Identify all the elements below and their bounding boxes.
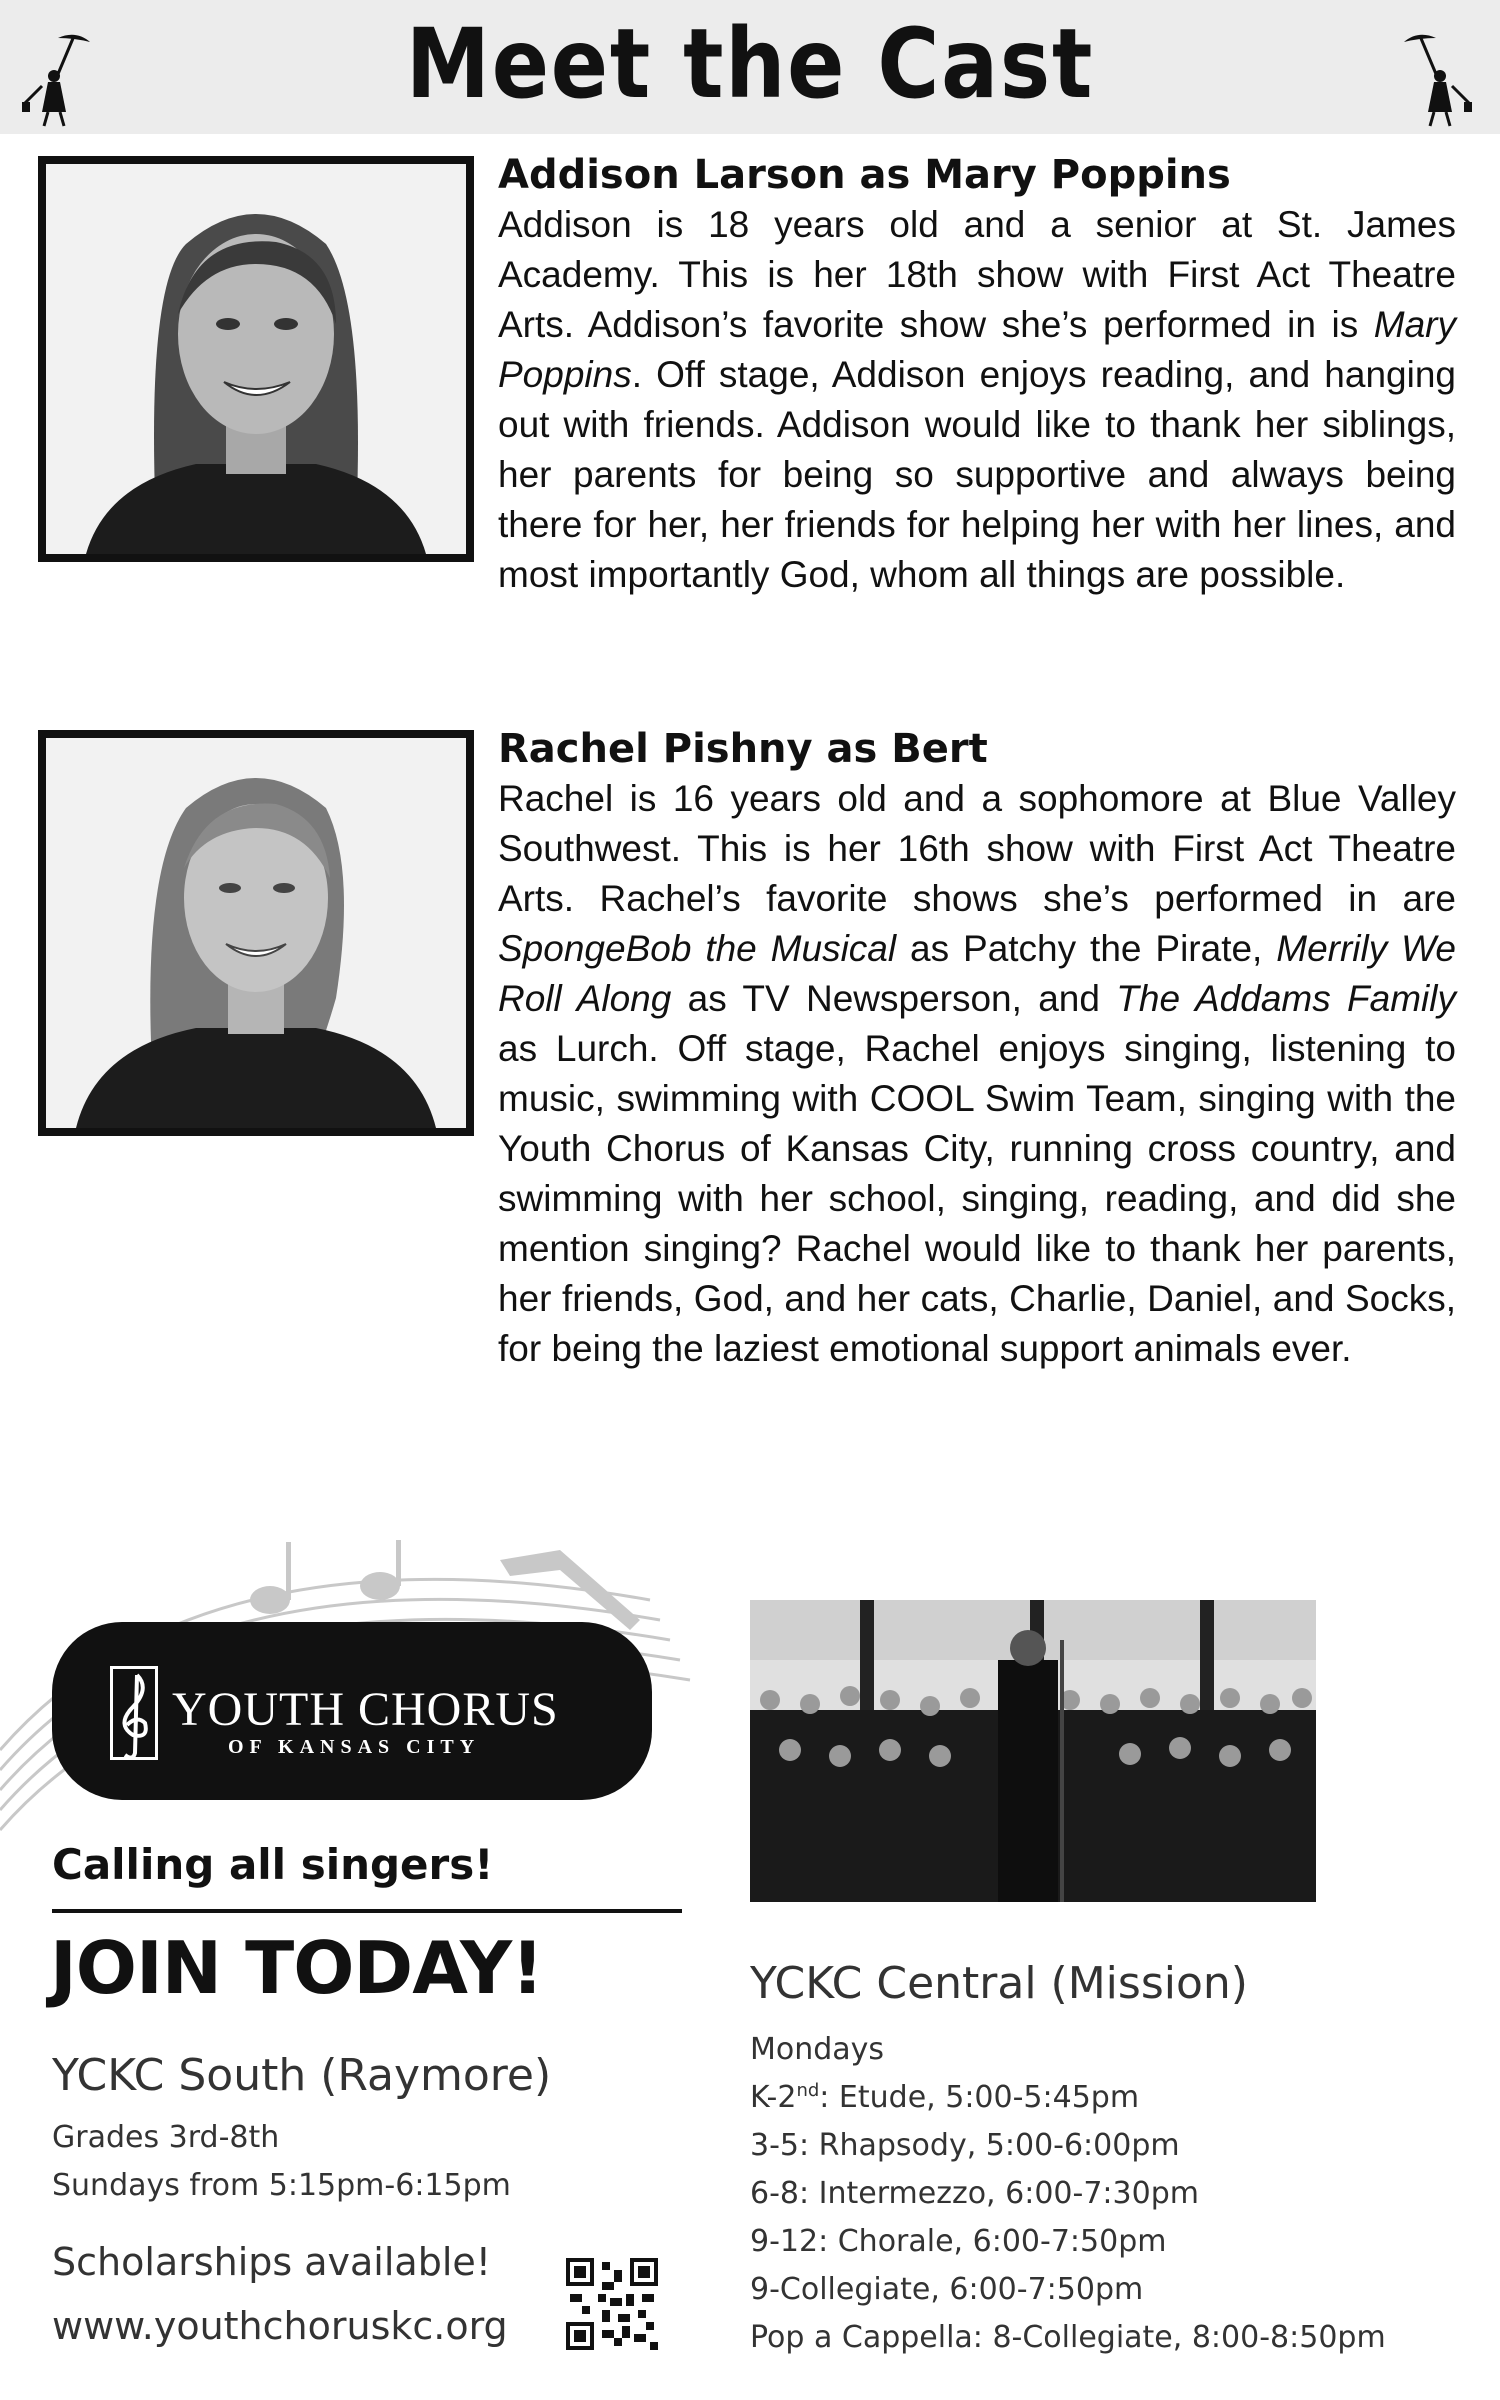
cast-bio-text: Rachel is 16 years old and a sophomore at Blue Valley Southwest. This is her 16th show with First Act Theatre Arts. Rachel’s favorite shows she’s performed in are SpongeBob the Musical as Patchy the Pirate, Merrily We Roll Along as TV Newsperson, and The Addams Family as Lurch. Off stage, Rachel enjoys singing, listening to music, swimming with COOL Swim Team, singing with the Youth Chorus of Kansas City, running cross country, and swimming with her school, singing, reading, and did she mention singing? Rachel would like to thank her parents, her friends, God, and her cats, Charlie, Daniel, and Socks, for being the laziest emotional support animals ever. bbox=[498, 778, 1456, 1369]
cast-bio-addison bbox=[498, 150, 1456, 600]
central-schedule-item: 3-5: Rhapsody, 5:00-6:00pm bbox=[750, 2128, 1180, 2163]
qr-code-icon[interactable] bbox=[566, 2258, 658, 2350]
cast-bio-rachel bbox=[498, 724, 1456, 1374]
central-schedule-item: 9-12: Chorale, 6:00-7:50pm bbox=[750, 2224, 1167, 2259]
south-grades: Grades 3rd-8th bbox=[52, 2120, 280, 2155]
page-title: Meet the Cast bbox=[405, 8, 1095, 120]
umbrella-silhouette-icon bbox=[1400, 28, 1480, 128]
central-schedule-item: 9-Collegiate, 6:00-7:50pm bbox=[750, 2272, 1144, 2307]
join-today-text: JOIN TODAY! bbox=[50, 1926, 543, 2010]
cast-photo-rachel bbox=[38, 730, 474, 1136]
youth-chorus-ad bbox=[0, 1540, 1500, 2400]
central-title: YCKC Central (Mission) bbox=[750, 1958, 1248, 2009]
choir-photo bbox=[750, 1600, 1316, 1902]
central-schedule-item: Pop a Cappella: 8-Collegiate, 8:00-8:50pm bbox=[750, 2320, 1386, 2355]
calling-singers-text: Calling all singers! bbox=[52, 1840, 494, 1889]
scholarships-text: Scholarships available! bbox=[52, 2240, 492, 2284]
cast-bio-text: Addison is 18 years old and a senior at St. James Academy. This is her 18th show with First Act Theatre Arts. Addison’s favorite show she’s performed in is Mary Poppins. Off stage, Addison enjoys reading, and hanging out with friends. Addison would like to thank her siblings, her parents for being so supportive and always being there for her, her friends for helping her with her lines, and most importantly God, whom all things are possible. bbox=[498, 204, 1456, 595]
cast-heading: Addison Larson as Mary Poppins bbox=[498, 152, 1231, 198]
south-title: YCKC South (Raymore) bbox=[52, 2050, 552, 2101]
south-time: Sundays from 5:15pm-6:15pm bbox=[52, 2168, 511, 2203]
central-day: Mondays bbox=[750, 2032, 885, 2067]
cast-heading: Rachel Pishny as Bert bbox=[498, 726, 988, 772]
central-schedule-item: 6-8: Intermezzo, 6:00-7:30pm bbox=[750, 2176, 1199, 2211]
umbrella-silhouette-icon bbox=[14, 28, 94, 128]
header-banner bbox=[0, 0, 1500, 134]
central-schedule-item: K-2nd: Etude, 5:00-5:45pm bbox=[750, 2080, 1140, 2115]
cast-photo-addison bbox=[38, 156, 474, 562]
youth-chorus-logo bbox=[52, 1622, 652, 1800]
logo-main-text: YOUTH CHORUS bbox=[172, 1683, 559, 1736]
treble-clef-icon bbox=[110, 1666, 158, 1760]
logo-sub-text: OF KANSAS CITY bbox=[228, 1736, 481, 1758]
website-link[interactable]: www.youthchoruskc.org bbox=[52, 2304, 508, 2348]
divider bbox=[52, 1909, 682, 1913]
